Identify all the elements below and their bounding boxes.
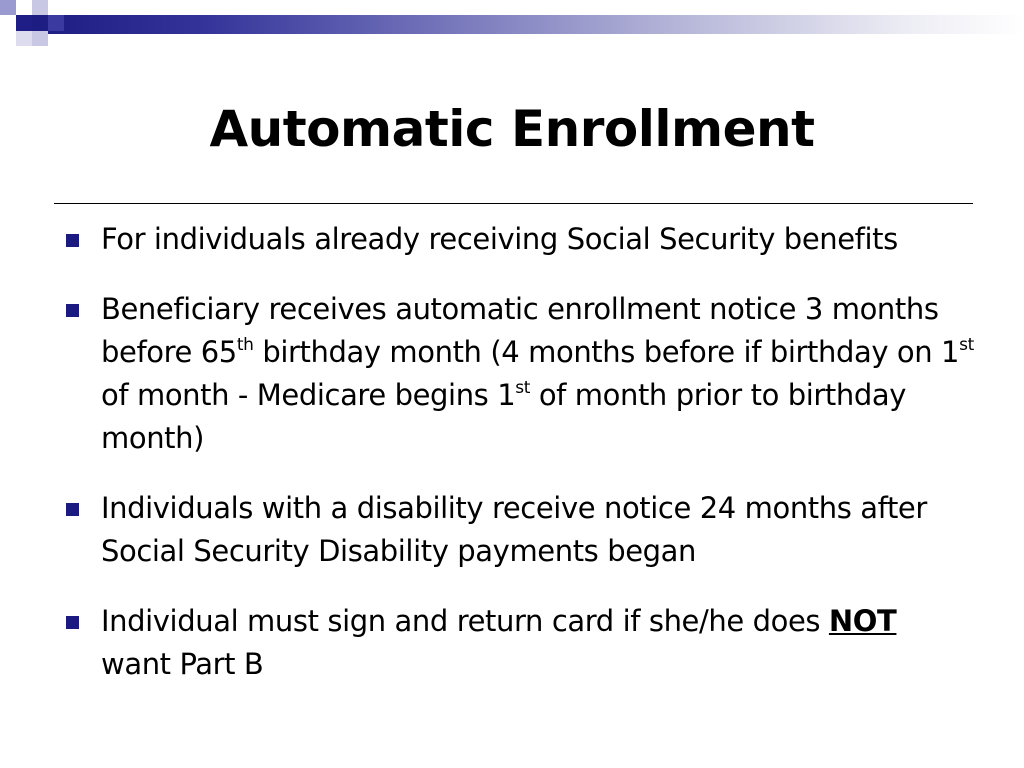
bullet-text-part: birthday month (4 months before if birthday on 1	[253, 335, 960, 369]
square-bullet-icon	[66, 616, 79, 629]
bullet-text: Individuals with a disability receive notice 24 months after Social Security Disability payments began	[101, 491, 927, 568]
square-bullet-icon	[66, 503, 79, 516]
decor-square	[48, 15, 64, 31]
bullet-list	[0, 218, 1024, 713]
header-gradient-band	[22, 15, 1024, 34]
title-divider	[54, 203, 973, 204]
bullet-item	[0, 218, 1024, 261]
bullet-text-part: of month prior to birthday month)	[101, 378, 907, 455]
decor-square	[32, 0, 48, 15]
bullet-text-part: Beneficiary receives automatic enrollment notice 3 months before 65	[101, 292, 939, 369]
decor-square	[0, 0, 16, 15]
square-bullet-icon	[66, 234, 79, 247]
ordinal-suffix: th	[236, 335, 254, 355]
bullet-text: For individuals already receiving Social Security benefits	[101, 222, 898, 256]
decor-square	[32, 31, 48, 46]
ordinal-suffix: st	[515, 378, 530, 398]
decor-square	[16, 31, 32, 46]
decor-square	[16, 15, 32, 31]
slide-title: Automatic Enrollment	[209, 100, 815, 158]
bullet-text-part: want Part B	[101, 647, 264, 681]
emphasis-not: NOT	[828, 604, 897, 638]
bullet-item	[0, 600, 1024, 686]
bullet-item	[0, 487, 1024, 573]
ordinal-suffix: st	[959, 335, 974, 355]
square-bullet-icon	[66, 304, 79, 317]
bullet-item	[0, 288, 1024, 460]
bullet-text-part: Individual must sign and return card if she/he does	[101, 604, 829, 638]
bullet-text-part: of month - Medicare begins 1	[101, 378, 516, 412]
